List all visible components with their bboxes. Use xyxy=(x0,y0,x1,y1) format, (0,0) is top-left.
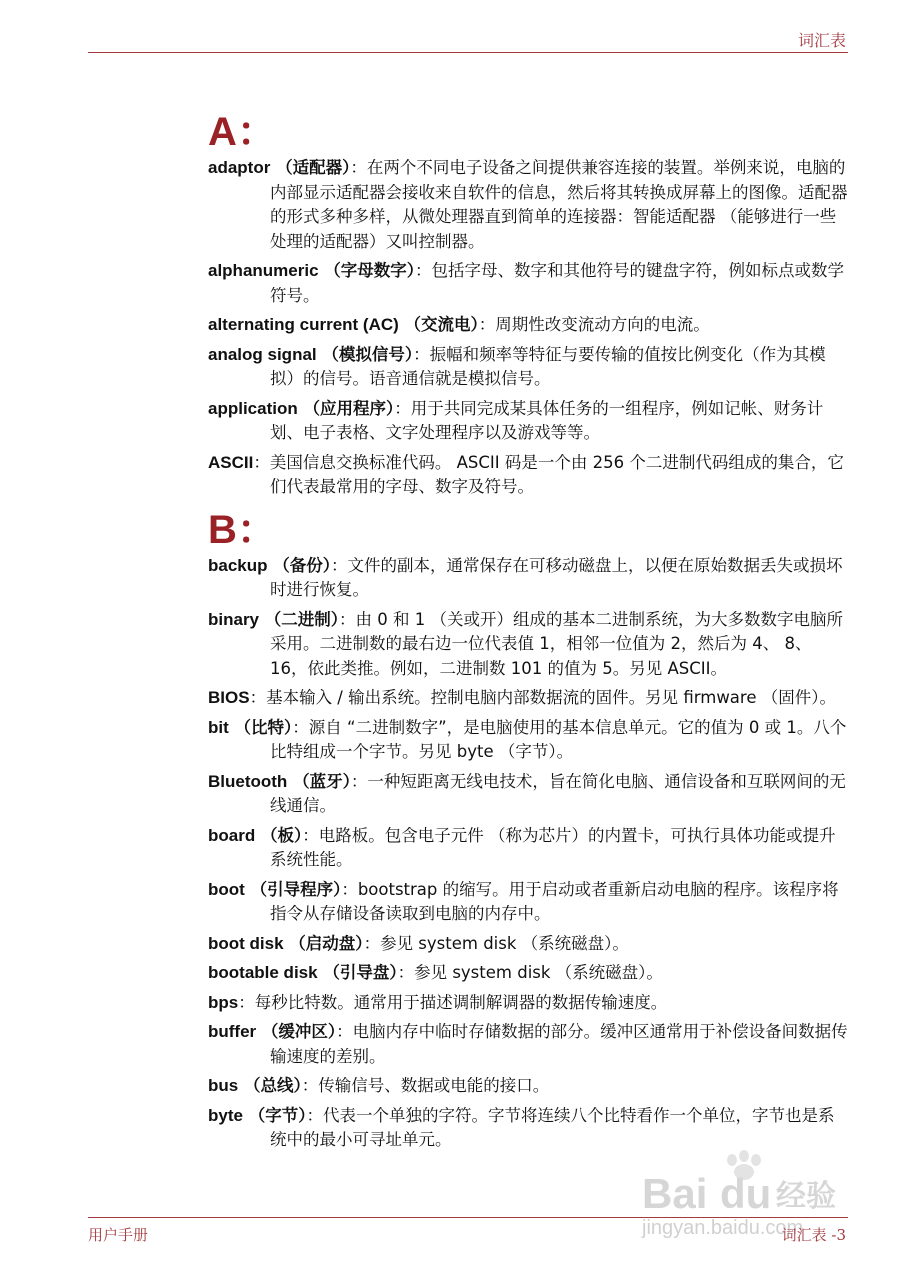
entry-translation: （引导盘） xyxy=(317,963,398,982)
entry-translation: （比特） xyxy=(228,717,293,737)
entry-definition: ：参见 system disk （系统磁盘）。 xyxy=(363,933,629,953)
svg-text:经验: 经验 xyxy=(776,1179,836,1214)
glossary-entry-bios xyxy=(208,686,848,711)
glossary-entry-backup xyxy=(208,554,848,603)
entry-term: alphanumeric xyxy=(208,261,319,280)
entry-term: adaptor xyxy=(208,158,271,177)
footer-page-number: 词汇表 -3 xyxy=(781,1226,846,1244)
entry-definition: ：一种短距离无线电技术，旨在简化电脑、通信设备和互联网间的无线通信。 xyxy=(270,771,846,815)
glossary-entry-byte xyxy=(208,1104,848,1153)
entry-translation: （字节） xyxy=(242,1105,307,1125)
entry-definition: ：在两个不同电子设备之间提供兼容连接的装置。举例来说，电脑的内部显示适配器会接收来自软件的信息，然后将其转换成屏幕上的图像。适配器的形式多种多样，从微处理器直到简单的连接器：智能适配器 （能够进行一些处理的适配器）又叫控制器。 xyxy=(270,158,848,251)
svg-text:du: du xyxy=(720,1170,772,1217)
entry-translation: （板） xyxy=(255,825,303,845)
glossary-entry-alphanumeric xyxy=(208,259,848,308)
entry-definition: ：代表一个单独的字符。字节将连续八个比特看作一个单位，字节也是系统中的最小可寻址单元。 xyxy=(270,1105,835,1149)
entry-term: alternating current (AC) xyxy=(208,315,399,334)
svg-text:jingyan.baidu.com: jingyan.baidu.com xyxy=(642,1217,804,1238)
entry-definition: ：每秒比特数。通常用于描述调制解调器的数据传输速度。 xyxy=(238,992,668,1012)
entry-translation: （引导程序） xyxy=(244,879,342,899)
glossary-entry-alternating-current xyxy=(208,313,848,338)
glossary-entry-bus xyxy=(208,1074,848,1099)
entry-translation: （备份） xyxy=(267,555,332,575)
entry-definition: ：美国信息交换标准代码。 ASCII 码是一个由 256 个二进制代码组成的集合，它们代表最常用的字母、数字及符号。 xyxy=(253,452,844,496)
header-rule xyxy=(88,52,848,53)
svg-text:Bai: Bai xyxy=(642,1170,708,1217)
entry-definition: ：参见 system disk （系统磁盘）。 xyxy=(397,963,663,982)
entry-translation: （应用程序） xyxy=(297,398,395,418)
entry-definition: ：电路板。包含电子元件 （称为芯片）的内置卡，可执行具体功能或提升系统性能。 xyxy=(270,825,836,869)
glossary-entry-application xyxy=(208,397,848,446)
entry-term: BIOS xyxy=(208,688,250,707)
section-heading-b: B： xyxy=(208,507,277,552)
entry-term: ASCII xyxy=(208,452,254,472)
glossary-entry-ascii xyxy=(208,451,848,500)
glossary-entry-boot-disk xyxy=(208,932,848,957)
footer-rule xyxy=(88,1217,848,1218)
entry-translation: （缓冲区） xyxy=(256,1022,337,1041)
glossary-entry-analog-signal xyxy=(208,343,848,392)
glossary-entry-buffer xyxy=(208,1020,848,1069)
glossary-entry-bootable-disk xyxy=(208,961,848,986)
entry-term: byte xyxy=(208,1105,243,1125)
entry-term: binary xyxy=(208,609,260,629)
entry-definition: ：用于共同完成某具体任务的一组程序，例如记帐、财务计划、电子表格、文字处理程序以及游戏等等。 xyxy=(270,398,824,442)
entry-translation: （模拟信号） xyxy=(316,344,414,364)
header-title: 词汇表 xyxy=(797,31,846,50)
glossary-entry-boot xyxy=(208,878,848,927)
glossary-entry-board xyxy=(208,824,848,873)
entry-translation: （蓝牙） xyxy=(287,771,351,791)
entry-term: bootable disk xyxy=(208,963,318,982)
entry-translation: （启动盘） xyxy=(283,933,364,953)
entry-definition: ：包括字母、数字和其他符号的键盘字符，例如标点或数学符号。 xyxy=(270,261,845,305)
glossary-entry-binary xyxy=(208,608,848,682)
entry-definition: ：由 0 和 1 （关或开）组成的基本二进制系统，为大多数数字电脑所采用。二进制数的最右边一位代表值 1，相邻一位值为 2，然后为 4、 8、 16，依此类推。例如，二进制数 101 的值为 5。另见 ASCII。 xyxy=(270,609,844,678)
entry-term: buffer xyxy=(208,1022,257,1041)
glossary-entry-bit xyxy=(208,716,848,765)
entry-term: application xyxy=(208,398,298,418)
entry-definition: ：周期性改变流动方向的电流。 xyxy=(478,315,710,334)
entry-definition: ：bootstrap 的缩写。用于启动或者重新启动电脑的程序。该程序将指令从存储设备读取到电脑的内存中。 xyxy=(270,879,839,923)
entry-term: boot disk xyxy=(208,933,284,953)
entry-term: bus xyxy=(208,1076,239,1095)
entry-term: Bluetooth xyxy=(208,771,288,791)
entry-translation: （字母数字） xyxy=(318,261,416,280)
entry-term: bit xyxy=(208,717,229,737)
entry-definition: ：传输信号、数据或电能的接口。 xyxy=(301,1076,550,1095)
section-heading-a: A： xyxy=(208,110,277,154)
entry-term: backup xyxy=(208,555,268,575)
entry-translation: （适配器） xyxy=(270,158,351,177)
entry-term: board xyxy=(208,825,256,845)
entry-term: boot xyxy=(208,879,245,899)
glossary-entry-bps xyxy=(208,991,848,1016)
entry-term: bps xyxy=(208,992,239,1012)
entry-definition: ：文件的副本，通常保存在可移动磁盘上，以便在原始数据丢失或损坏时进行恢复。 xyxy=(270,555,843,599)
glossary-entry-bluetooth xyxy=(208,770,848,819)
entry-term: analog signal xyxy=(208,344,317,364)
entry-definition: ：源自 “二进制数字”，是电脑使用的基本信息单元。它的值为 0 或 1。八个比特组成一个字节。另见 byte （字节）。 xyxy=(270,717,847,761)
footer-manual-label: 用户手册 xyxy=(88,1226,149,1244)
glossary-entry-adaptor xyxy=(208,156,848,254)
entry-translation: （总线） xyxy=(238,1076,302,1095)
entry-definition: ：基本输入 / 输出系统。控制电脑内部数据流的固件。另见 firmware （固件）。 xyxy=(249,688,836,707)
glossary-content xyxy=(208,108,848,1158)
entry-definition: ：电脑内存中临时存储数据的部分。缓冲区通常用于补偿设备间数据传输速度的差别。 xyxy=(270,1022,848,1066)
entry-translation: （二进制） xyxy=(259,609,340,629)
entry-translation: （交流电） xyxy=(398,315,479,334)
entry-definition: ：振幅和频率等特征与要传输的值按比例变化（作为其模拟）的信号。语音通信就是模拟信号。 xyxy=(270,344,826,388)
